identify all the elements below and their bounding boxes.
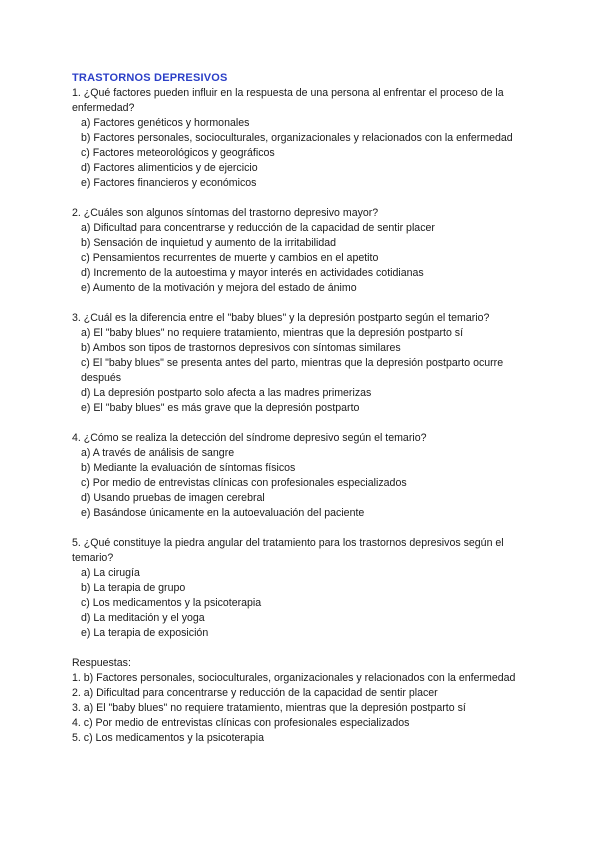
option-a: a) A través de análisis de sangre (81, 447, 235, 459)
answer-item: 5. c) Los medicamentos y la psicoterapia (72, 732, 264, 744)
option-a: a) Dificultad para concentrarse y reducción de la capacidad de sentir placer (81, 222, 435, 234)
option-e: e) Aumento de la motivación y mejora del estado de ánimo (81, 282, 357, 294)
option-b: b) Mediante la evaluación de síntomas físicos (81, 462, 296, 474)
question-text: 2. ¿Cuáles son algunos síntomas del trastorno depresivo mayor? (72, 207, 379, 219)
answer-item: 4. c) Por medio de entrevistas clínicas con profesionales especializados (72, 717, 410, 729)
option-c: c) Por medio de entrevistas clínicas con profesionales especializados (81, 477, 407, 489)
option-a: a) El "baby blues" no requiere tratamiento, mientras que la depresión postparto sí (81, 327, 464, 339)
question-1 (72, 86, 540, 191)
option-d: d) Factores alimenticios y de ejercicio (81, 162, 258, 174)
option-d: d) La meditación y el yoga (81, 612, 205, 624)
option-a: a) Factores genéticos y hormonales (81, 117, 250, 129)
option-e: e) Factores financieros y económicos (81, 177, 257, 189)
question-5 (72, 536, 540, 641)
option-a: a) La cirugía (81, 567, 140, 579)
question-3 (72, 311, 540, 416)
answers-heading: Respuestas: (72, 657, 131, 669)
question-text: 4. ¿Cómo se realiza la detección del síndrome depresivo según el temario? (72, 432, 427, 444)
option-e: e) El "baby blues" es más grave que la depresión postparto (81, 402, 360, 414)
option-c: c) Factores meteorológicos y geográficos (81, 147, 275, 159)
option-b: b) Ambos son tipos de trastornos depresivos con síntomas similares (81, 342, 401, 354)
question-text: 5. ¿Qué constituye la piedra angular del tratamiento para los trastornos depresivos según el temario? (72, 537, 507, 564)
answer-item: 3. a) El "baby blues" no requiere tratamiento, mientras que la depresión postparto sí (72, 702, 466, 714)
document-title: TRASTORNOS DEPRESIVOS (72, 72, 228, 84)
question-4 (72, 431, 540, 521)
option-d: d) Usando pruebas de imagen cerebral (81, 492, 265, 504)
option-e: e) La terapia de exposición (81, 627, 209, 639)
option-d: d) Incremento de la autoestima y mayor interés en actividades cotidianas (81, 267, 424, 279)
option-d: d) La depresión postparto solo afecta a las madres primerizas (81, 387, 372, 399)
option-c: c) El "baby blues" se presenta antes del parto, mientras que la depresión postparto ocurre después (81, 357, 507, 384)
option-b: b) Factores personales, socioculturales, organizacionales y relacionados con la enfermedad (81, 132, 513, 144)
option-b: b) Sensación de inquietud y aumento de la irritabilidad (81, 237, 337, 249)
question-2 (72, 206, 540, 296)
option-c: c) Los medicamentos y la psicoterapia (81, 597, 262, 609)
question-text: 3. ¿Cuál es la diferencia entre el "baby blues" y la depresión postparto según el temario? (72, 312, 490, 324)
option-b: b) La terapia de grupo (81, 582, 186, 594)
answer-item: 1. b) Factores personales, socioculturales, organizacionales y relacionados con la enfermedad (72, 672, 516, 684)
question-text: 1. ¿Qué factores pueden influir en la respuesta de una persona al enfrentar el proceso de la enfermedad? (72, 87, 507, 114)
answers-section (72, 656, 540, 746)
option-c: c) Pensamientos recurrentes de muerte y cambios en el apetito (81, 252, 379, 264)
option-e: e) Basándose únicamente en la autoevaluación del paciente (81, 507, 365, 519)
answer-item: 2. a) Dificultad para concentrarse y reducción de la capacidad de sentir placer (72, 687, 438, 699)
